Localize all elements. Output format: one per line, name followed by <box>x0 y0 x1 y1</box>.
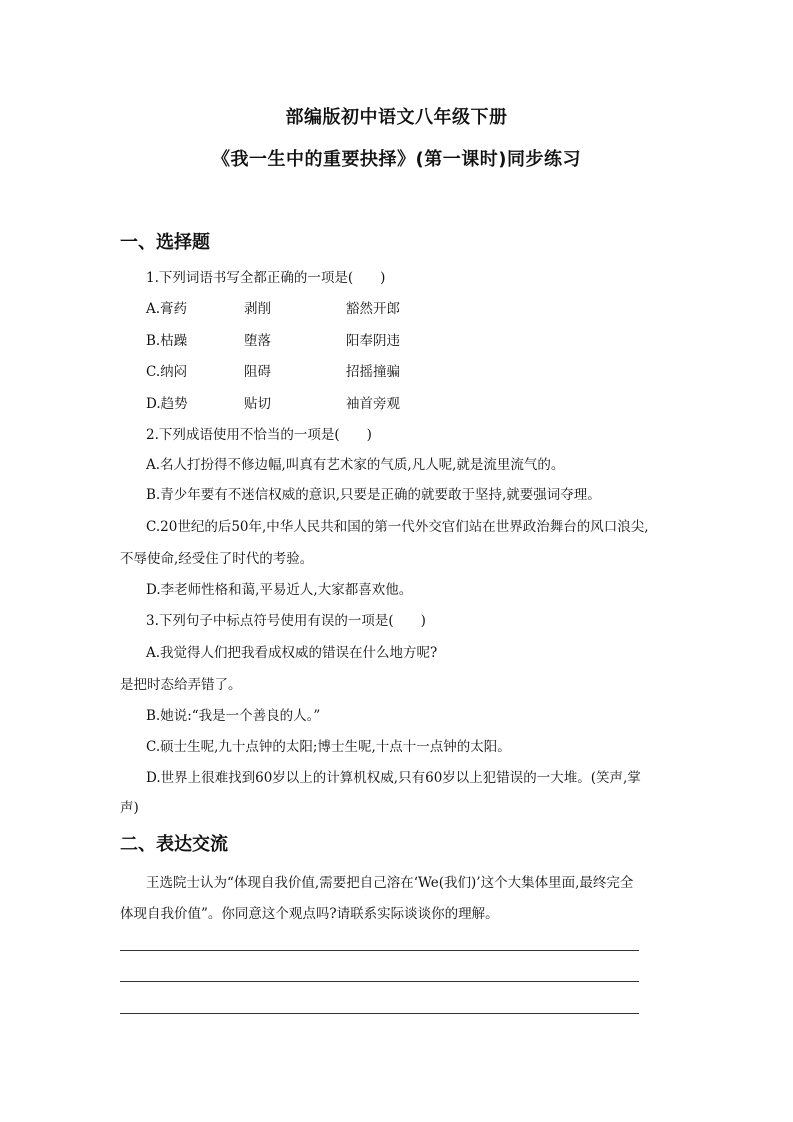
q1-option-d-word1: D.趋势 <box>146 396 188 412</box>
q2-option-b: B.青少年要有不迷信权威的意识,只要是正确的就要敢于坚持,就要强词夺理。 <box>146 487 601 503</box>
answer-line-1[interactable] <box>120 950 639 951</box>
q1-option-c-word2: 阻碍 <box>244 364 271 380</box>
q2-option-d: D.李老师性格和蔼,平易近人,大家都喜欢他。 <box>146 582 413 598</box>
essay-prompt-line1: 王选院士认为“体现自我价值,需要把自己溶在‘We(我们)’这个大集体里面,最终完全 <box>146 875 634 891</box>
q3-option-d-line2: 声) <box>120 800 139 816</box>
q2-option-a: A.名人打扮得不修边幅,叫真有艺术家的气质,凡人呢,就是流里流气的。 <box>146 457 565 473</box>
q1-option-b-word2: 堕落 <box>244 333 271 349</box>
q1-option-c-word3: 招摇撞骗 <box>346 364 400 380</box>
q3-option-b: B.她说:“我是一个善良的人。” <box>146 708 321 724</box>
q1-option-a-word3: 豁然开郎 <box>346 301 400 317</box>
q3-option-c: C.硕士生呢,九十点钟的太阳;博士生呢,十点十一点钟的太阳。 <box>146 739 511 755</box>
essay-prompt-line2: 体现自我价值”。你同意这个观点吗?请联系实际谈谈你的理解。 <box>120 906 499 922</box>
answer-line-2[interactable] <box>120 981 639 982</box>
q3-option-d-line1: D.世界上很难找到60岁以上的计算机权威,只有60岁以上犯错误的一大堆。(笑声,掌 <box>146 770 641 786</box>
answer-line-3[interactable] <box>120 1013 639 1014</box>
q1-option-d-word2: 贴切 <box>244 396 271 412</box>
section-heading-choice: 一、选择题 <box>120 232 210 253</box>
q2-option-c-line2: 不辱使命,经受住了时代的考验。 <box>120 551 314 567</box>
q1-option-a-word2: 剥削 <box>244 301 271 317</box>
q3-option-a-line1: A.我觉得人们把我看成权威的错误在什么地方呢? <box>146 645 438 661</box>
q1-stem: 1.下列词语书写全都正确的一项是( ) <box>146 270 386 286</box>
q2-option-c-line1: C.20世纪的后50年,中华人民共和国的第一代外交官们站在世界政治舞台的风口浪尖, <box>146 519 649 535</box>
q1-option-d-word3: 袖首旁观 <box>346 396 400 412</box>
q3-stem: 3.下列句子中标点符号使用有误的一项是( ) <box>146 613 426 629</box>
q3-option-a-line2: 是把时态给弄错了。 <box>120 677 242 693</box>
q1-option-a-word1: A.膏药 <box>146 301 188 317</box>
q1-option-c-word1: C.纳闷 <box>146 364 188 380</box>
document-title: 部编版初中语文八年级下册 <box>285 107 508 128</box>
document-subtitle: 《我一生中的重要抉择》(第一课时)同步练习 <box>212 149 581 170</box>
q1-option-b-word1: B.枯躁 <box>146 333 188 349</box>
section-heading-expression: 二、表达交流 <box>120 834 228 855</box>
q2-stem: 2.下列成语使用不恰当的一项是( ) <box>146 427 372 443</box>
q1-option-b-word3: 阳奉阴违 <box>346 333 400 349</box>
